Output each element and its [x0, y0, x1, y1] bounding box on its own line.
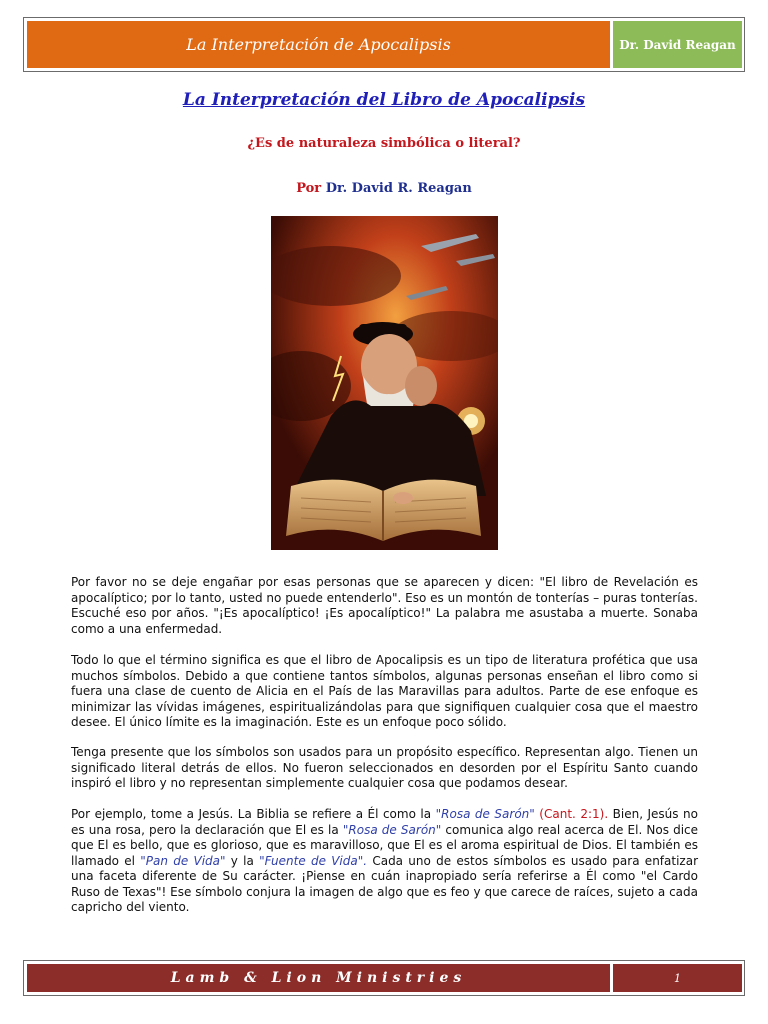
quote-rosa-de-saron-2: "Rosa de Sarón" — [342, 822, 442, 837]
page-header — [23, 17, 745, 72]
header-title: La Interpretación de Apocalipsis — [186, 35, 451, 54]
byline-prefix: Por — [296, 181, 322, 196]
p4-text-3: comunica algo real acerca de El. Nos dice que El es bello, que es glorioso, que es maravilloso, que El es el aroma espiritual de Dios. El también es llamado el — [71, 822, 699, 868]
quote-rosa-de-saron-1: "Rosa de Sarón" — [435, 807, 535, 821]
p4-text-2: Bien, Jesús no es una rosa, pero la declaración que El es la — [71, 807, 698, 837]
p4-text-5: Cada uno de estos símbolos es usado para enfatizar una faceta diferente de Su carácter. ¡Piense en cuán inapropiado sería referirse a Él como "el Cardo Ruso de Texas"! Ese símbolo conjura la imagen de algo que es feo y que carece de raíces, sujeto a cada capricho del viento. — [71, 853, 698, 914]
p4-text-1: Por ejemplo, tome a Jesús. La Biblia se refiere a Él como la — [71, 807, 436, 821]
quote-fuente-de-vida: "Fuente de Vida". — [259, 853, 368, 868]
footer-ministry: Lamb & Lion Ministries — [170, 970, 467, 986]
footer-ministry-box — [27, 964, 610, 992]
byline — [0, 181, 768, 196]
paragraph-4 — [71, 807, 698, 916]
paragraph-2: Todo lo que el término significa es que el libro de Apocalipsis es un tipo de literatura profética que usa muchos símbolos. Debido a que contiene tantos símbolos, algunas personas enseñan el libro como si fuera una clase de cuento de Alicia en el País de las Maravillas para adultos. Parte de ese enfoque es minimizar las vívidas imágenes, espiritualizándolas para que signifiquen cualquier cosa que el maestro desee. El único límite es la imaginación. Este es un enfoque poco sólido. — [71, 653, 698, 729]
page-footer — [23, 960, 745, 996]
footer-page-box — [613, 964, 742, 992]
quote-pan-de-vida: "Pan de Vida" — [140, 853, 226, 868]
bible-reference: (Cant. 2:1). — [534, 807, 609, 821]
rabbi-reading-illustration — [271, 216, 498, 550]
paragraph-1: Por favor no se deje engañar por esas personas que se aparecen y dicen: "El libro de Revelación es apocalíptico; por lo tanto, usted no puede entenderlo". Eso es un montón de tonterías – puras tonterías. Escuché eso por años. "¡Es apocalíptico! ¡Es apocalíptico!" La palabra me asustaba a muerte. Sonaba como a una enfermedad. — [71, 575, 698, 636]
article-title[interactable]: La Interpretación del Libro de Apocalipsis — [182, 90, 586, 110]
header-author-box — [613, 21, 742, 68]
page-number: 1 — [674, 971, 681, 985]
paragraph-3: Tenga presente que los símbolos son usados para un propósito específico. Representan algo. Tienen un significado literal detrás de ellos. No fueron seleccionados en desorden por el Espíritu Santo cuando inspiró el libro y no representan simplemente cualquier cosa que podamos desear. — [71, 745, 698, 790]
p4-text-4: y la — [225, 853, 260, 868]
article-subtitle: ¿Es de naturaleza simbólica o literal? — [247, 136, 521, 151]
header-title-box — [27, 21, 610, 68]
header-author: Dr. David Reagan — [619, 37, 736, 52]
byline-name: Dr. David R. Reagan — [325, 181, 472, 196]
